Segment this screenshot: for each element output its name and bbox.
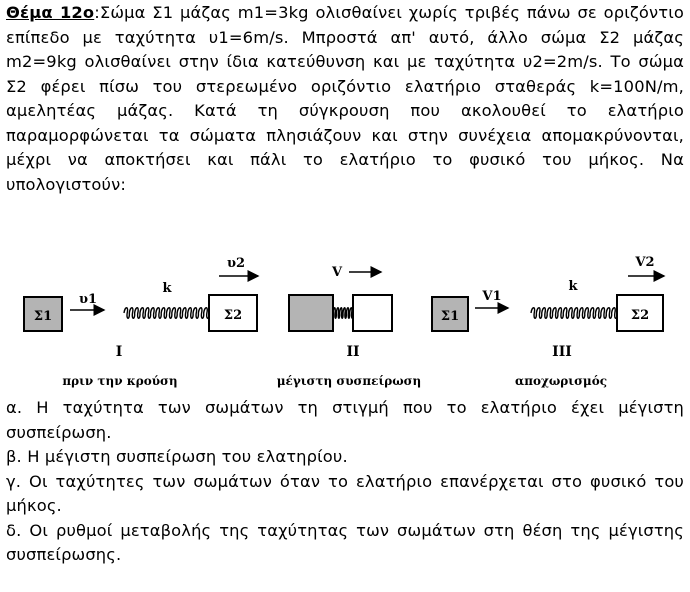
- stage-1-spring: [124, 308, 209, 319]
- stage-2-spring: [333, 308, 353, 319]
- stage-3-body-2-label: Σ2: [630, 308, 650, 323]
- problem-statement: [6, 1, 684, 197]
- stage-1-numeral: I: [115, 344, 123, 360]
- stage-3-v1-label: V1: [482, 289, 502, 304]
- stage-3-spring: [531, 308, 617, 319]
- stage-3-caption: αποχωρισμός: [514, 374, 608, 388]
- stage-1-caption: πριν την κρούση: [62, 374, 178, 388]
- problem-title: Θέμα 12ο: [6, 3, 95, 22]
- stage-1-v2-label: υ2: [226, 256, 246, 271]
- stage-1: [24, 256, 258, 388]
- questions-list: [6, 396, 684, 568]
- stage-3-body-1-label: Σ1: [440, 309, 460, 324]
- stage-1-spring-label: k: [162, 281, 172, 296]
- question-c: γ. Οι ταχύτητες των σωμάτων όταν το ελατήριο επανέρχεται στο φυσικό του μήκος.: [6, 471, 684, 515]
- stage-1-body-1-label: Σ1: [33, 309, 53, 324]
- question-d: δ. Οι ρυθμοί μεταβολής της ταχύτητας των σωμάτων στη θέση της μέγιστης συσπείρωσης.: [6, 520, 684, 564]
- stage-2-body-1: [289, 295, 333, 331]
- question-a: α. Η ταχύτητα των σωμάτων τη στιγμή που το ελατήριο έχει μέγιστη συσπείρωση.: [6, 398, 684, 442]
- stage-3-numeral: III: [552, 344, 572, 360]
- problem-intro: :Σώμα Σ1 μάζας m1=3kg ολισθαίνει χωρίς τριβές πάνω σε οριζόντιο επίπεδο με ταχύτητα υ1=6m/s. Μπροστά απ' αυτό, άλλο σώμα Σ2 μάζας m2=9kg ολισθαίνει στην ίδια κατεύθυνση και με ταχύτητα υ2=2m/s. Το σώμα Σ2 φέρει πίσω του στερεωμένο οριζόντιο ελατήριο σταθεράς k=100N/m, αμελητέας μάζας. Κατά τη σύγκρουση που ακολουθεί το ελατήριο παραμορφώνεται τα σώματα πλησιάζουν και στην συνέχεια απομακρύνονται, μέχρι να αποκτήσει και πάλι το ελατήριο το φυσικό του μήκος. Να υπολογιστούν:: [6, 3, 685, 194]
- stage-3-v2-label: V2: [635, 255, 655, 270]
- stage-3-spring-label: k: [568, 279, 578, 294]
- question-b: β. Η μέγιστη συσπείρωση του ελατηρίου.: [6, 447, 348, 466]
- stage-1-body-2-label: Σ2: [223, 308, 243, 323]
- stage-2: [277, 265, 422, 388]
- stage-2-body-2: [353, 295, 392, 331]
- collision-figure: [0, 240, 690, 390]
- stage-1-v1-label: υ1: [78, 292, 98, 307]
- stage-2-velocity-label: V: [331, 265, 343, 280]
- stage-2-numeral: II: [346, 344, 360, 360]
- stage-3: [432, 255, 664, 388]
- stage-2-caption: μέγιστη συσπείρωση: [276, 374, 422, 388]
